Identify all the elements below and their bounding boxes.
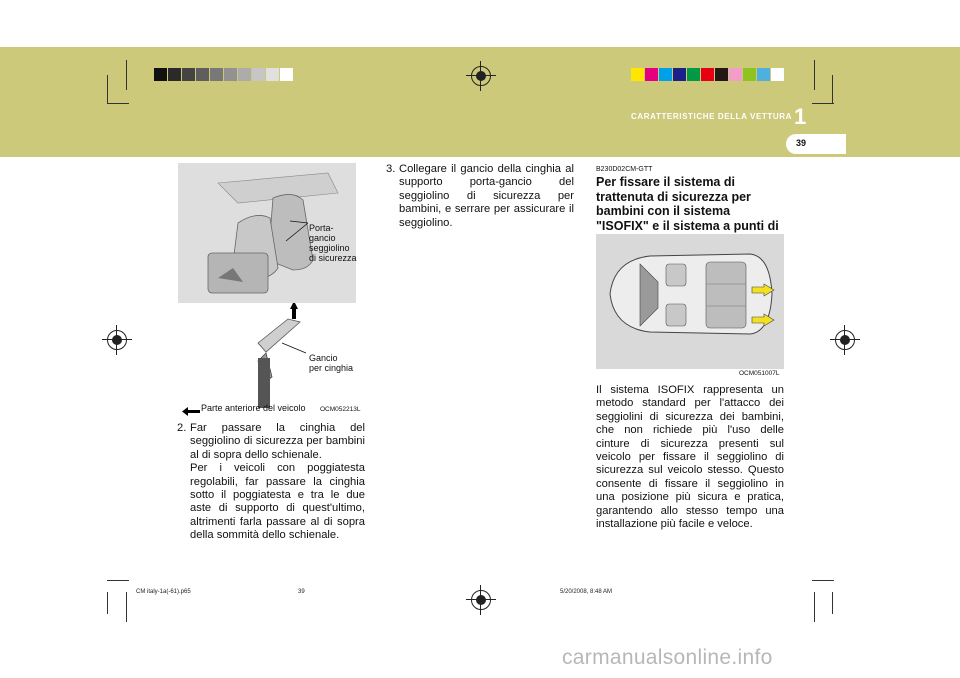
step-2	[177, 422, 365, 543]
step-2-text: Far passare la cinghia del seggiolino di sicurezza per bambini al di sopra dello schienale. Per i veicoli con poggiatesta regolabili, far passare la cinghia sotto il poggiatesta e tra le due aste di supporto di quest'ultimo, altrimenti farla passare al di sopra della sommità dello schienale.	[190, 422, 365, 542]
caption-front: Parte anteriore del veicolo	[201, 403, 306, 413]
figure-code-right: OCM051007L	[739, 370, 780, 377]
registration-mark-bottom	[471, 590, 491, 610]
isofix-paragraph: Il sistema ISOFIX rappresenta un metodo standard per l'attacco dei seggiolini di sicurezza dei bambini, che non richiede più l'uso delle cinture di sicurezza presenti sul veicolo per fissare il seggiolino di sicurezza sul veicolo stesso. Questo consente di fissare il seggiolino in una posizione più sicura e pratica, garantendo allo stesso tempo una installazione più facile e veloce.	[596, 384, 784, 531]
step-3-number: 3.	[386, 163, 396, 175]
reference-code: B230D02CM-GTT	[596, 166, 653, 173]
page-number: 39	[796, 138, 807, 148]
watermark: carmanualsonline.info	[562, 646, 773, 669]
footer-date: 5/20/2008, 8:48 AM	[560, 589, 613, 595]
page-tab	[786, 134, 846, 154]
figure-code-left: OCM052213L	[320, 406, 361, 413]
registration-mark-left	[107, 330, 127, 350]
footer-file: CM italy-1a(-61).p65	[136, 589, 191, 595]
arrow-left-icon	[182, 403, 200, 421]
step-3	[386, 163, 574, 230]
registration-mark-right	[835, 330, 855, 350]
section-heading: Per fissare il sistema di trattenuta di sicurezza per bambini con il sistema "ISOFIX" e il sistema a punti di	[596, 175, 779, 233]
footer-page: 39	[298, 589, 305, 595]
registration-mark-top	[471, 66, 491, 86]
isofix-car-figure	[596, 234, 784, 369]
section-title: CARATTERISTICHE DELLA VETTURA	[631, 112, 792, 121]
step-2-number: 2.	[177, 422, 187, 434]
child-seat-tether-figure	[178, 163, 365, 413]
step-3-text: Collegare il gancio della cinghia al supporto porta-gancio del seggiolino di sicurezza per bambini, e serrare per assicurare il seggiolino.	[399, 163, 574, 229]
chapter-number: 1	[794, 104, 807, 129]
label-anchor: Porta- gancio seggiolino di sicurezza	[309, 223, 357, 263]
label-hook: Gancio per cinghia	[309, 353, 354, 373]
